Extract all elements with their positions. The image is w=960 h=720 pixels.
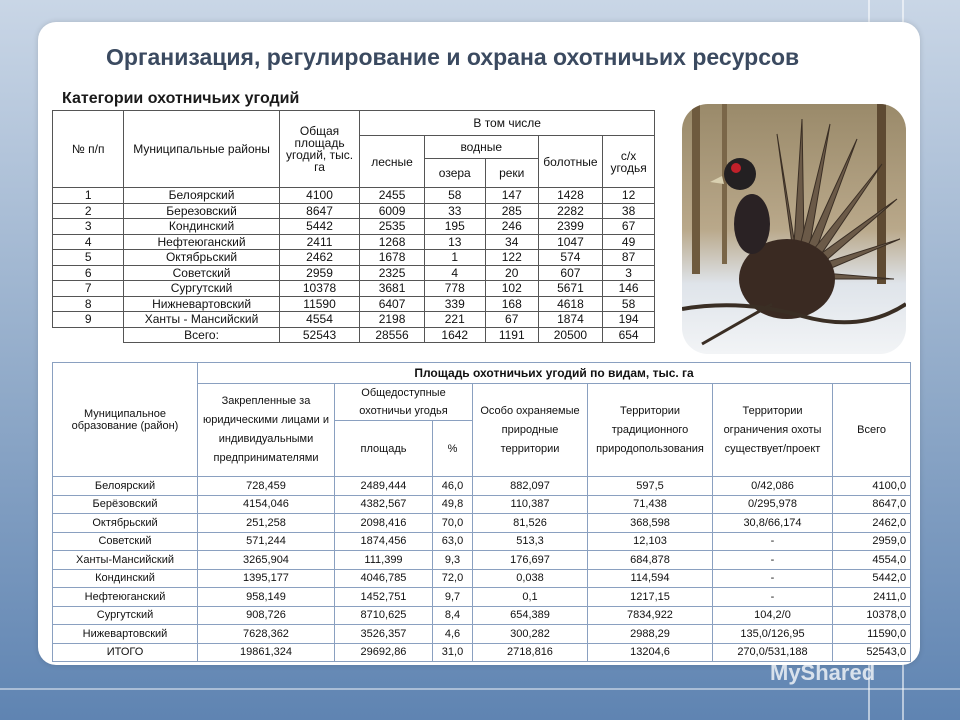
table-cell: 72,0 xyxy=(433,569,473,588)
table-cell: 2959 xyxy=(279,265,360,281)
table-cell: Сургутский xyxy=(53,606,198,625)
table-row xyxy=(53,588,911,607)
table-cell: 122 xyxy=(485,250,538,266)
table-row xyxy=(53,203,655,219)
table-cell: 195 xyxy=(424,219,485,235)
hunting-land-categories-table xyxy=(52,110,655,343)
table-cell: 574 xyxy=(538,250,602,266)
table-cell: ИТОГО xyxy=(53,643,198,662)
header-total-area: Общая площадь угодий, тыс. га xyxy=(279,111,360,188)
table-cell: 2535 xyxy=(360,219,424,235)
table-cell: 10378,0 xyxy=(833,606,911,625)
header-area-by-type: Площадь охотничьих угодий по видам, тыс. га xyxy=(198,363,911,384)
table-cell: Кондинский xyxy=(53,569,198,588)
table-cell: 1428 xyxy=(538,188,602,204)
table-row xyxy=(53,234,655,250)
table-cell: 102 xyxy=(485,281,538,297)
table-cell: 9 xyxy=(53,312,124,328)
table-cell: 58 xyxy=(424,188,485,204)
table-cell: 4100 xyxy=(279,188,360,204)
table-cell: Октябрьский xyxy=(53,514,198,533)
table-cell: 2399 xyxy=(538,219,602,235)
table-cell: 270,0/531,188 xyxy=(713,643,833,662)
table-cell: 38 xyxy=(603,203,655,219)
table-cell: 71,438 xyxy=(588,495,713,514)
table-cell: 28556 xyxy=(360,327,424,343)
table-cell: 728,459 xyxy=(198,477,335,496)
table-cell: 2959,0 xyxy=(833,532,911,551)
table-cell: 12 xyxy=(603,188,655,204)
table-row xyxy=(53,551,911,570)
table-cell: 46,0 xyxy=(433,477,473,496)
table-cell: 6 xyxy=(53,265,124,281)
table-cell: 2325 xyxy=(360,265,424,281)
table-cell: Нефтеюганский xyxy=(124,234,279,250)
table-cell: 104,2/0 xyxy=(713,606,833,625)
table-cell: Берёзовский xyxy=(53,495,198,514)
hunting-area-by-type-table xyxy=(52,362,911,662)
table-cell: 1268 xyxy=(360,234,424,250)
table-cell: Нижневартовский xyxy=(124,296,279,312)
table-cell: 7628,362 xyxy=(198,625,335,644)
header-rivers: реки xyxy=(485,159,538,188)
table-cell: 12,103 xyxy=(588,532,713,551)
table-cell: 49,8 xyxy=(433,495,473,514)
table-cell: 135,0/126,95 xyxy=(713,625,833,644)
table-cell: - xyxy=(713,532,833,551)
header-traditional: Территории традиционного природопользования xyxy=(588,384,713,477)
table-cell: 1874,456 xyxy=(335,532,433,551)
table-cell: 0,1 xyxy=(473,588,588,607)
table-cell: - xyxy=(713,569,833,588)
table-cell: Всего: xyxy=(124,327,279,343)
header-water: водные xyxy=(424,136,538,159)
table-cell: 13 xyxy=(424,234,485,250)
table-cell: 7 xyxy=(53,281,124,297)
table-row xyxy=(53,606,911,625)
table-cell: 63,0 xyxy=(433,532,473,551)
table-cell: 3265,904 xyxy=(198,551,335,570)
table-cell: 2462,0 xyxy=(833,514,911,533)
table-row xyxy=(53,514,911,533)
table-cell: 4382,567 xyxy=(335,495,433,514)
table-cell xyxy=(53,327,124,343)
table-cell: 114,594 xyxy=(588,569,713,588)
table-cell: Советский xyxy=(53,532,198,551)
table-cell: 9,7 xyxy=(433,588,473,607)
table-cell: 87 xyxy=(603,250,655,266)
capercaillie-photo xyxy=(682,104,906,354)
table-row xyxy=(53,281,655,297)
table-cell: - xyxy=(713,588,833,607)
table-cell: 6407 xyxy=(360,296,424,312)
table-cell: 607 xyxy=(538,265,602,281)
table-cell: Ханты-Мансийский xyxy=(53,551,198,570)
table-cell: 9,3 xyxy=(433,551,473,570)
watermark-logo: MyShared xyxy=(770,660,876,685)
header-municipal: Муниципальное образование (район) xyxy=(53,363,198,477)
table-cell: 1 xyxy=(53,188,124,204)
table-cell: 251,258 xyxy=(198,514,335,533)
table-cell: 29692,86 xyxy=(335,643,433,662)
table-cell: 6009 xyxy=(360,203,424,219)
table-cell: 300,282 xyxy=(473,625,588,644)
table-cell: 52543 xyxy=(279,327,360,343)
table-cell: 8647,0 xyxy=(833,495,911,514)
table-row xyxy=(53,296,655,312)
table-row xyxy=(53,569,911,588)
table-cell: 20500 xyxy=(538,327,602,343)
table-cell: 4154,046 xyxy=(198,495,335,514)
table-cell: 778 xyxy=(424,281,485,297)
table-cell: 7834,922 xyxy=(588,606,713,625)
table-cell: 221 xyxy=(424,312,485,328)
table-cell: 8710,625 xyxy=(335,606,433,625)
table-row xyxy=(53,495,911,514)
table-cell: 5671 xyxy=(538,281,602,297)
table-cell: 10378 xyxy=(279,281,360,297)
table-cell: 597,5 xyxy=(588,477,713,496)
table-cell: 882,097 xyxy=(473,477,588,496)
table-cell: 4554 xyxy=(279,312,360,328)
table-cell: 1191 xyxy=(485,327,538,343)
table-cell: 3 xyxy=(603,265,655,281)
table-cell: 147 xyxy=(485,188,538,204)
table-cell: 246 xyxy=(485,219,538,235)
table-total-row xyxy=(53,327,655,343)
header-restricted: Территории ограничения охоты существует/проект xyxy=(713,384,833,477)
table-cell: 2988,29 xyxy=(588,625,713,644)
table-cell: 368,598 xyxy=(588,514,713,533)
table-cell: 0/42,086 xyxy=(713,477,833,496)
table-cell: 5442,0 xyxy=(833,569,911,588)
table-cell: 4 xyxy=(53,234,124,250)
table-cell: Белоярский xyxy=(53,477,198,496)
table-cell: 0/295,978 xyxy=(713,495,833,514)
table-cell: 2 xyxy=(53,203,124,219)
table-cell: 52543,0 xyxy=(833,643,911,662)
table-cell: 58 xyxy=(603,296,655,312)
table-cell: Сургутский xyxy=(124,281,279,297)
table-cell: 67 xyxy=(603,219,655,235)
table-cell: 2282 xyxy=(538,203,602,219)
table-cell: 684,878 xyxy=(588,551,713,570)
table-cell: Кондинский xyxy=(124,219,279,235)
header-num: № п/п xyxy=(53,111,124,188)
table-cell: 168 xyxy=(485,296,538,312)
table-row xyxy=(53,188,655,204)
table-cell: 49 xyxy=(603,234,655,250)
table-cell: 4046,785 xyxy=(335,569,433,588)
table-cell: 2462 xyxy=(279,250,360,266)
table-cell: 13204,6 xyxy=(588,643,713,662)
table-cell: 5 xyxy=(53,250,124,266)
table-row xyxy=(53,532,911,551)
table-row xyxy=(53,265,655,281)
table-cell: 285 xyxy=(485,203,538,219)
table-cell: 1217,15 xyxy=(588,588,713,607)
table-cell: 110,387 xyxy=(473,495,588,514)
table-cell: 513,3 xyxy=(473,532,588,551)
table-cell: 19861,324 xyxy=(198,643,335,662)
table-cell: 908,726 xyxy=(198,606,335,625)
table-row xyxy=(53,643,911,662)
section-subtitle: Категории охотничьих угодий xyxy=(62,90,300,107)
table-cell: Нижевартовский xyxy=(53,625,198,644)
table-cell: 2411,0 xyxy=(833,588,911,607)
header-agri: с/х угодья xyxy=(603,136,655,188)
table-cell: 111,399 xyxy=(335,551,433,570)
table-cell: 2198 xyxy=(360,312,424,328)
table-cell: 33 xyxy=(424,203,485,219)
table-cell: 8,4 xyxy=(433,606,473,625)
table-cell: 1678 xyxy=(360,250,424,266)
header-square: площадь xyxy=(335,421,433,477)
table-cell: 571,244 xyxy=(198,532,335,551)
table-cell: 1047 xyxy=(538,234,602,250)
table-cell: 1452,751 xyxy=(335,588,433,607)
table-cell: 67 xyxy=(485,312,538,328)
table-cell: 4 xyxy=(424,265,485,281)
header-lakes: озера xyxy=(424,159,485,188)
table-row xyxy=(53,312,655,328)
table-cell: 2455 xyxy=(360,188,424,204)
table-cell: Березовский xyxy=(124,203,279,219)
table-cell: 4618 xyxy=(538,296,602,312)
table-cell: 3526,357 xyxy=(335,625,433,644)
header-including: В том числе xyxy=(360,111,655,136)
table-cell: 4554,0 xyxy=(833,551,911,570)
table-cell: 11590,0 xyxy=(833,625,911,644)
table-row xyxy=(53,477,911,496)
table-cell: Советский xyxy=(124,265,279,281)
table-cell: Октябрьский xyxy=(124,250,279,266)
header-percent: % xyxy=(433,421,473,477)
table-cell: 34 xyxy=(485,234,538,250)
table-cell: 2098,416 xyxy=(335,514,433,533)
page-title: Организация, регулирование и охрана охотничьих ресурсов xyxy=(106,44,800,70)
table-cell: - xyxy=(713,551,833,570)
table-cell: 31,0 xyxy=(433,643,473,662)
table-cell: Ханты - Мансийский xyxy=(124,312,279,328)
table-cell: 1642 xyxy=(424,327,485,343)
table-cell: 4,6 xyxy=(433,625,473,644)
table-cell: 8647 xyxy=(279,203,360,219)
table-cell: 11590 xyxy=(279,296,360,312)
header-forest: лесные xyxy=(360,136,424,188)
table-cell: 30,8/66,174 xyxy=(713,514,833,533)
header-public: Общедоступные охотничьи угодья xyxy=(335,384,473,421)
table-row xyxy=(53,250,655,266)
header-district: Муниципальные районы xyxy=(124,111,279,188)
table-cell: 958,149 xyxy=(198,588,335,607)
table-cell: 654 xyxy=(603,327,655,343)
table-cell: 8 xyxy=(53,296,124,312)
table-cell: 2718,816 xyxy=(473,643,588,662)
table-cell: 146 xyxy=(603,281,655,297)
table-row xyxy=(53,625,911,644)
table-cell: 1395,177 xyxy=(198,569,335,588)
table-cell: 654,389 xyxy=(473,606,588,625)
table-cell: 3681 xyxy=(360,281,424,297)
table-cell: 2411 xyxy=(279,234,360,250)
table-cell: Белоярский xyxy=(124,188,279,204)
table-cell: 5442 xyxy=(279,219,360,235)
table-cell: 176,697 xyxy=(473,551,588,570)
table-cell: 1 xyxy=(424,250,485,266)
table-cell: 81,526 xyxy=(473,514,588,533)
table-cell: 1874 xyxy=(538,312,602,328)
table-cell: 0,038 xyxy=(473,569,588,588)
table-cell: Нефтеюганский xyxy=(53,588,198,607)
header-swamp: болотные xyxy=(538,136,602,188)
table-cell: 2489,444 xyxy=(335,477,433,496)
table-cell: 20 xyxy=(485,265,538,281)
table-cell: 194 xyxy=(603,312,655,328)
table-row xyxy=(53,219,655,235)
table-cell: 70,0 xyxy=(433,514,473,533)
table-cell: 3 xyxy=(53,219,124,235)
header-assigned: Закрепленные за юридическими лицами и индивидуальными предпринимателями xyxy=(198,384,335,477)
table-cell: 4100,0 xyxy=(833,477,911,496)
header-protected: Особо охраняемые природные территории xyxy=(473,384,588,477)
table-cell: 339 xyxy=(424,296,485,312)
header-all: Всего xyxy=(833,384,911,477)
